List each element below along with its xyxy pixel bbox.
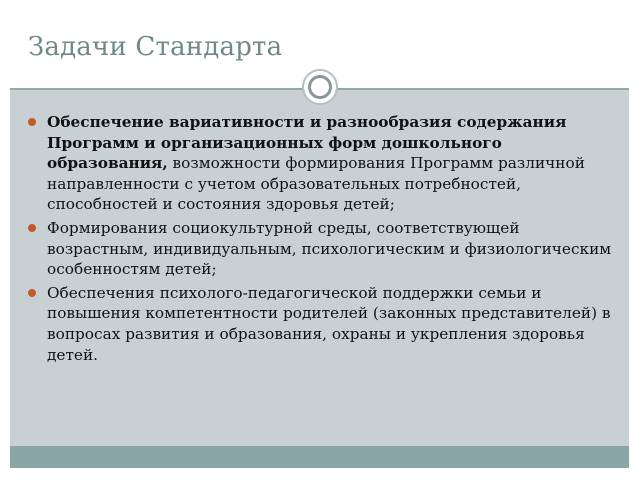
bullet-2-text: Формирования социокультурной среды, соответствующей возрастным, индивидуальным, психологическим и физиологическим особенностям детей; xyxy=(47,218,612,279)
bullet-dot-icon xyxy=(28,289,36,297)
bullet-item-1 xyxy=(26,112,616,215)
bullet-1-bold-text: Обеспечение вариативности и разнообразия содержания Программ и организационных форм дошкольного образования, xyxy=(47,113,567,173)
bullet-item-2 xyxy=(26,218,616,280)
bullet-list xyxy=(26,112,616,368)
bullet-item-3 xyxy=(26,283,616,365)
bullet-1-text: возможности формирования Программ различной направленности с учетом образовательных потребностей, способностей и состояния здоровья детей; xyxy=(47,154,585,214)
slide-title: Задачи Стандарта xyxy=(28,32,283,62)
circle-ring-icon xyxy=(302,69,338,105)
bullet-dot-icon xyxy=(28,118,36,126)
bullet-3-text: Обеспечения психолого-педагогической поддержки семьи и повышения компетентности родителей (законных представителей) в вопросах развития и образования, охраны и укрепления здоровья детей. xyxy=(47,283,611,364)
footer-band xyxy=(10,446,629,468)
bullet-dot-icon xyxy=(28,224,36,232)
